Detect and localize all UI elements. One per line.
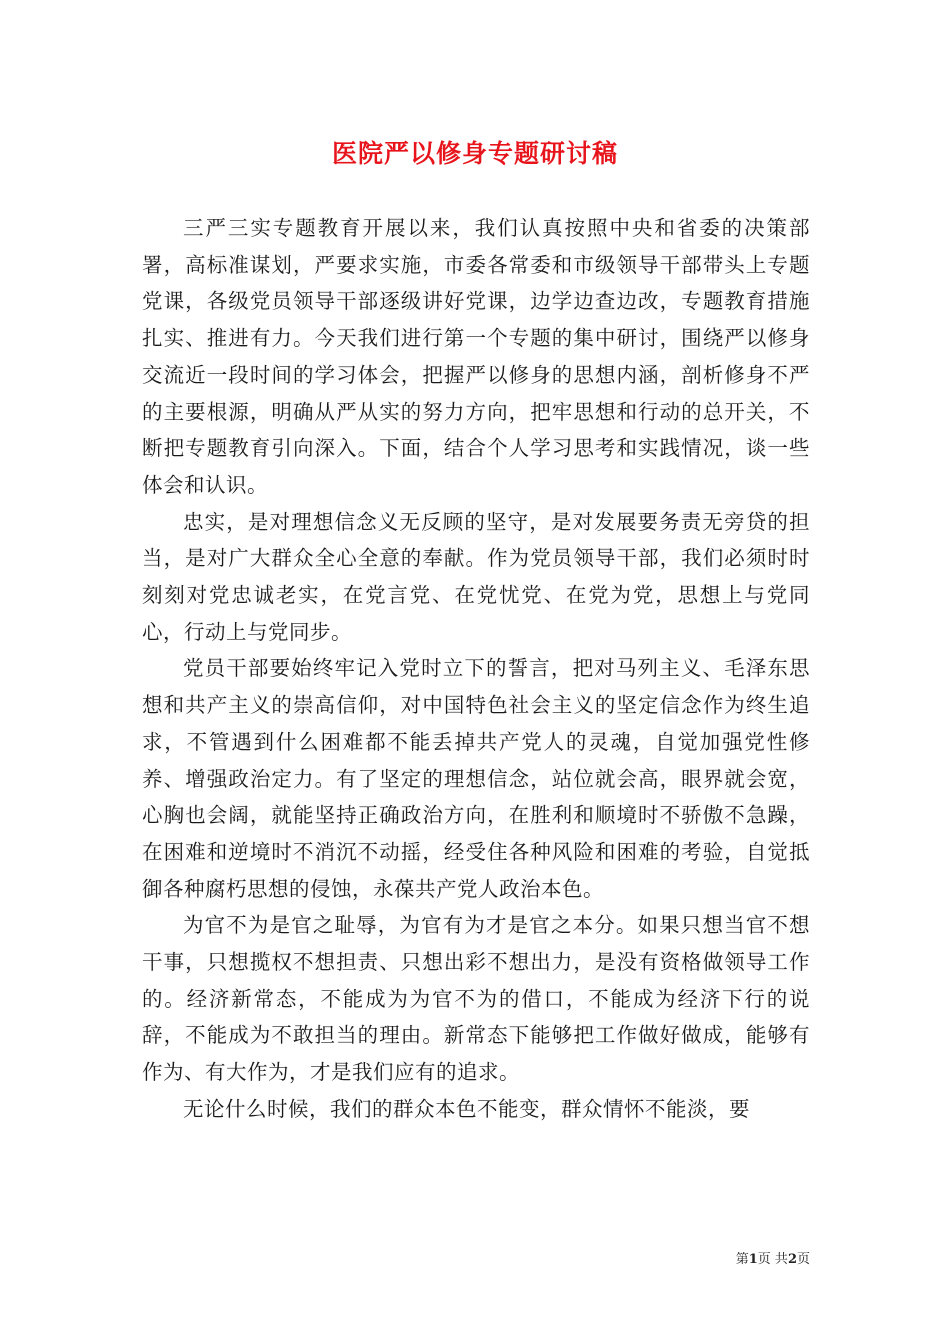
document-title: 医院严以修身专题研讨稿 bbox=[331, 139, 618, 168]
footer-total-pages: 2 bbox=[787, 1252, 797, 1267]
paragraph-1: 三严三实专题教育开展以来，我们认真按照中央和省委的决策部署，高标准谋划，严要求实施，市委各常委和市级领导干部带头上专题党课，各级党员领导干部逐级讲好党课，边学边查边改，专题教育措施扎实、推进有力。今天我们进行第一个专题的集中研讨，围绕严以修身交流近一段时间的学习体会，把握严以修身的思想内涵，剖析修身不严的主要根源，明确从严从实的努力方向，把牢思想和行动的总开关，不断把专题教育引向深入。下面，结合个人学习思考和实践情况，谈一些体会和认识。 bbox=[142, 216, 810, 497]
footer-current-page: 1 bbox=[748, 1252, 758, 1267]
footer-suffix: 页 bbox=[796, 1252, 810, 1267]
page-number-footer bbox=[680, 1248, 810, 1267]
paragraph-2: 忠实，是对理想信念义无反顾的坚守，是对发展要务责无旁贷的担当，是对广大群众全心全意的奉献。作为党员领导干部，我们必须时时刻刻对党忠诚老实，在党言党、在党忧党、在党为党，思想上与党同心，行动上与党同步。 bbox=[142, 509, 810, 644]
document-body bbox=[142, 210, 810, 1128]
paragraph-3: 党员干部要始终牢记入党时立下的誓言，把对马列主义、毛泽东思想和共产主义的崇高信仰，对中国特色社会主义的坚定信念作为终生追求，不管遇到什么困难都不能丢掉共产党人的灵魂，自觉加强党性修养、增强政治定力。有了坚定的理想信念，站位就会高，眼界就会宽，心胸也会阔，就能坚持正确政治方向，在胜利和顺境时不骄傲不急躁，在困难和逆境时不消沉不动摇，经受住各种风险和困难的考验，自觉抵御各种腐朽思想的侵蚀，永葆共产党人政治本色。 bbox=[142, 656, 810, 901]
footer-prefix: 第 bbox=[735, 1252, 749, 1267]
paragraph-4: 为官不为是官之耻辱，为官有为才是官之本分。如果只想当官不想干事，只想揽权不想担责、只想出彩不想出力，是没有资格做领导工作的。经济新常态，不能成为为官不为的借口，不能成为经济下行的说辞，不能成为不敢担当的理由。新常态下能够把工作做好做成，能够有作为、有大作为，才是我们应有的追求。 bbox=[142, 913, 810, 1085]
paragraph-5: 无论什么时候，我们的群众本色不能变，群众情怀不能淡，要 bbox=[183, 1096, 750, 1121]
footer-middle: 页 共 bbox=[757, 1252, 788, 1267]
